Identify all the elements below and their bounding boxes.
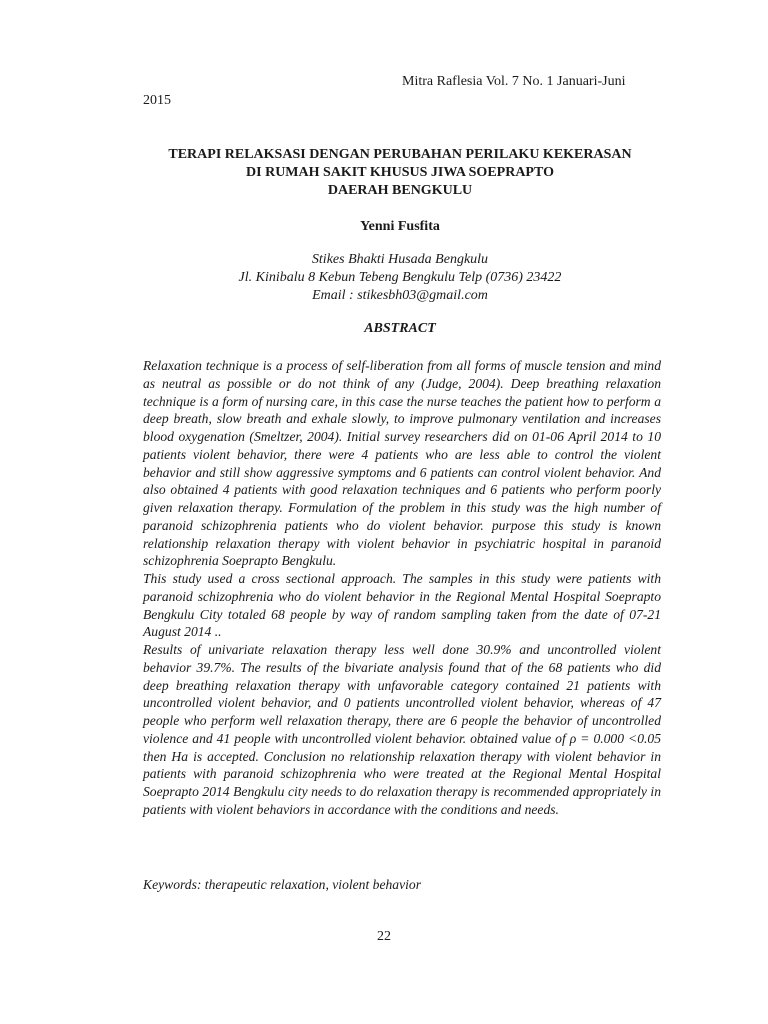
abstract-paragraph: This study used a cross sectional approach. The samples in this study were patients with paranoid schizophrenia who do violent behavior in the Regional Mental Hospital Soeprapto Bengkulu City totaled 68 people by way of random sampling taken from the date of 07-21 August 2014 ..	[143, 571, 661, 640]
title-line: DAERAH BENGKULU	[327, 183, 473, 198]
institution: Stikes Bhakti Husada Bengkulu	[311, 252, 489, 267]
page-number: 22	[377, 929, 391, 944]
journal-year: 2015	[143, 93, 171, 108]
journal-header: Mitra Raflesia Vol. 7 No. 1 Januari-Juni	[402, 74, 626, 89]
affiliation	[100, 251, 700, 305]
keywords: Keywords: therapeutic relaxation, violent behavior	[143, 877, 421, 892]
title-line: TERAPI RELAKSASI DENGAN PERUBAHAN PERILAKU KEKERASAN	[168, 147, 632, 162]
abstract-paragraph: Relaxation technique is a process of self-liberation from all forms of muscle tension and mind as neutral as possible or do not think of any (Judge, 2004). Deep breathing relaxation technique is a form of nursing care, in this case the nurse teaches the patient how to perform a deep breath, slow breath and exhale slowly, to improve pulmonary ventilation and increases blood oxygenation (Smeltzer, 2004). Initial survey researchers did on 01-06 April 2014 to 10 patients violent behavior, there were 4 patients who are less able to control the violent behavior and still show aggressive symptoms and 6 patients can control violent behavior. And also obtained 4 patients with good relaxation techniques and 6 patients who perform poorly given relaxation therapy. Formulation of the problem in this study was the high number of paranoid schizophrenia patients who do violent behavior. purpose this study is known relationship relaxation therapy with violent behavior in psychiatric hospital in paranoid schizophrenia Soeprapto Bengkulu.	[143, 358, 661, 569]
abstract-body	[143, 357, 661, 819]
abstract-paragraph: Results of univariate relaxation therapy less well done 30.9% and uncontrolled violent behavior 39.7%. The results of the bivariate analysis found that of the 68 patients who did deep breathing relaxation therapy with unfavorable category contained 21 patients with uncontrolled violent behavior, and 0 patients uncontrolled violent behavior, whereas of 47 people who perform well relaxation therapy, there are 6 people the behavior of uncontrolled violence and 41 people with uncontrolled violent behavior. obtained value of ρ = 0.000 <0.05 then Ha is accepted. Conclusion no relationship relaxation therapy with violent behavior in patients with paranoid schizophrenia who were treated at the Regional Mental Hospital Soeprapto 2014 Bengkulu city needs to do relaxation therapy is recommended appropriately in patients with violent behaviors in accordance with the conditions and needs.	[143, 642, 661, 817]
title-line: DI RUMAH SAKIT KHUSUS JIWA SOEPRAPTO	[246, 165, 554, 180]
email: Email : stikesbh03@gmail.com	[312, 288, 488, 303]
address: Jl. Kinibalu 8 Kebun Tebeng Bengkulu Telp (0736) 23422	[238, 270, 562, 285]
paper-title	[100, 146, 700, 200]
abstract-heading: ABSTRACT	[364, 321, 436, 336]
author-name: Yenni Fusfita	[360, 219, 440, 234]
